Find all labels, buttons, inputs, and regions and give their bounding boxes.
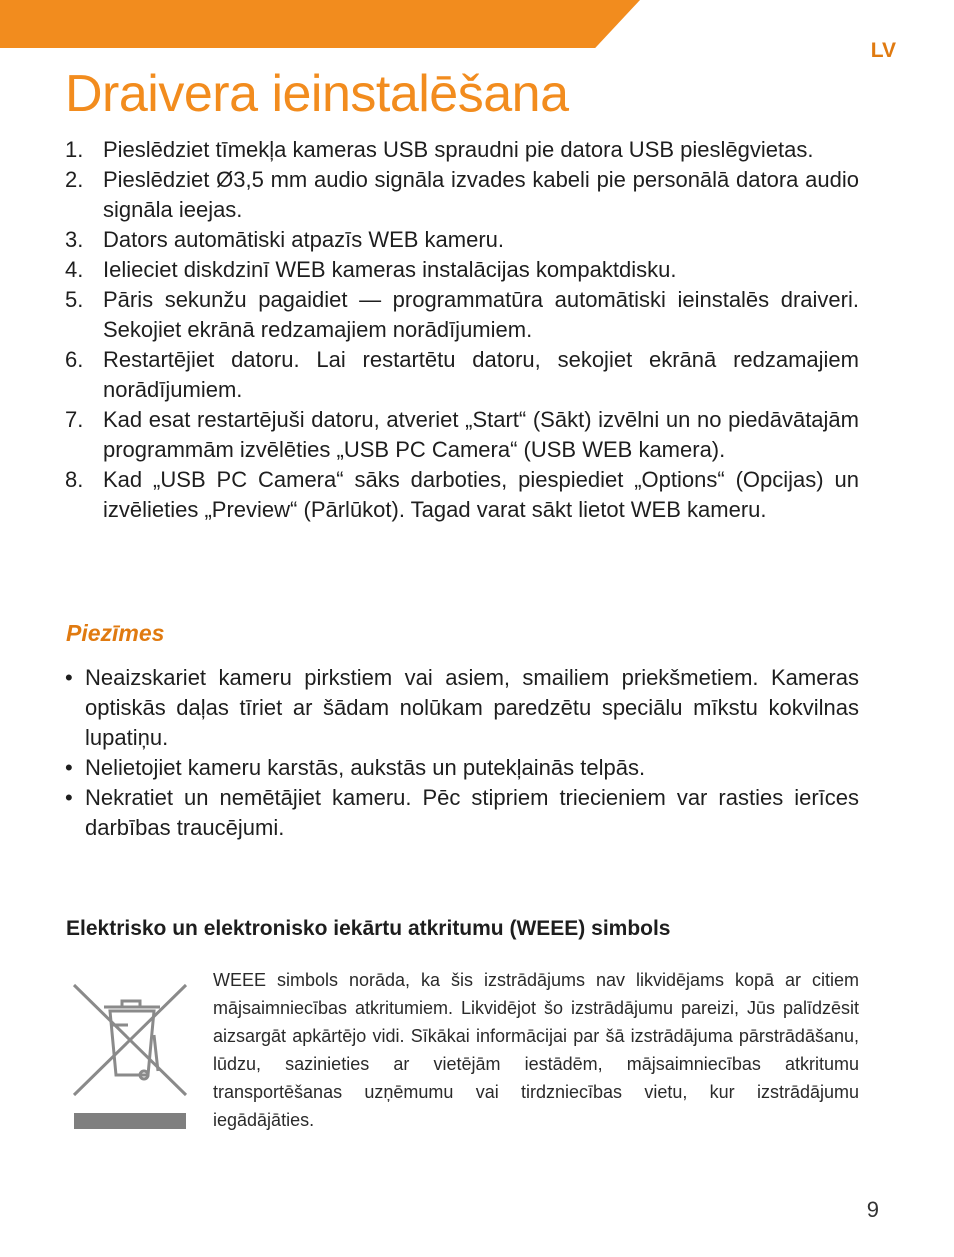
list-item [65,783,859,843]
bullet: • [65,755,73,780]
language-label: LV [870,39,896,62]
step-number: 8. [65,467,84,492]
list-item [65,405,859,465]
list-item [65,285,859,345]
step-number: 5. [65,287,84,312]
list-item [65,345,859,405]
list-item [65,663,859,753]
note-text: Nelietojiet kameru karstās, aukstās un putekļainās telpās. [85,755,646,780]
step-text: Pieslēdziet Ø3,5 mm audio signāla izvades kabeli pie personālā datora audio signāla ieejas. [103,167,859,222]
list-item [65,135,859,165]
notes-heading: Piezīmes [66,620,165,646]
step-text: Ielieciet diskdzinī WEB kameras instalācijas kompaktdisku. [103,257,677,282]
step-text: Pieslēdziet tīmekļa kameras USB spraudni pie datora USB pieslēgvietas. [103,137,814,162]
step-number: 2. [65,167,84,192]
step-text: Kad esat restartējuši datoru, atveriet „Start“ (Sākt) izvēlni un no piedāvātajām programmām izvēlēties „USB PC Camera“ (USB WEB kamera). [103,407,859,462]
step-number: 3. [65,227,84,252]
step-text: Dators automātiski atpazīs WEB kameru. [103,227,505,252]
page-title: Draivera ieinstalēšana [65,65,569,123]
step-text: Kad „USB PC Camera“ sāks darboties, piespiediet „Options“ (Opcijas) un izvēlieties „Preview“ (Pārlūkot). Tagad varat sākt lietot WEB kameru. [103,467,859,522]
page-number: 9 [866,1197,879,1222]
step-number: 4. [65,257,84,282]
weee-description: WEEE simbols norāda, ka šis izstrādājums nav likvidējams kopā ar citiem mājsaimniecības atkritumiem. Likvidējot šo izstrādājumu pareizi, Jūs palīdzēsit aizsargāt apkārtējo vidi. Sīkākai informācijai par šā izstrādājuma pārstrādāšanu, lūdzu, sazinieties ar vietējām iestādēm, mājsaimniecības atkritumu transportēšanas uzņēmumu vai tirdzniecības vietu, kur izstrādājumu iegādājāties. [213,970,859,1130]
step-number: 6. [65,347,84,372]
crossed-out-wheelie-bin-icon [72,975,188,1131]
notes-list [65,663,859,843]
list-item [65,753,859,783]
step-text: Restartējiet datoru. Lai restartētu datoru, sekojiet ekrānā redzamajiem norādījumiem. [103,347,859,402]
list-item [65,255,859,285]
weee-heading: Elektrisko un elektronisko iekārtu atkritumu (WEEE) simbols [66,917,671,940]
bullet: • [65,785,73,810]
step-number: 7. [65,407,84,432]
bullet: • [65,665,73,690]
step-text: Pāris sekunžu pagaidiet — programmatūra automātiski ieinstalēs draiveri. Sekojiet ekrānā redzamajiem norādījumiem. [103,287,859,342]
installation-steps [65,135,859,525]
list-item [65,465,859,525]
header-accent-bar [0,0,640,48]
note-text: Nekratiet un nemētājiet kameru. Pēc stipriem triecieniem var rasties ierīces darbības traucējumi. [85,785,859,840]
note-text: Neaizskariet kameru pirkstiem vai asiem, smailiem priekšmetiem. Kameras optiskās daļas tīriet ar šādam nolūkam paredzētu speciālu mīkstu kokvilnas lupatiņu. [85,665,859,750]
list-item [65,225,859,255]
step-number: 1. [65,137,84,162]
list-item [65,165,859,225]
